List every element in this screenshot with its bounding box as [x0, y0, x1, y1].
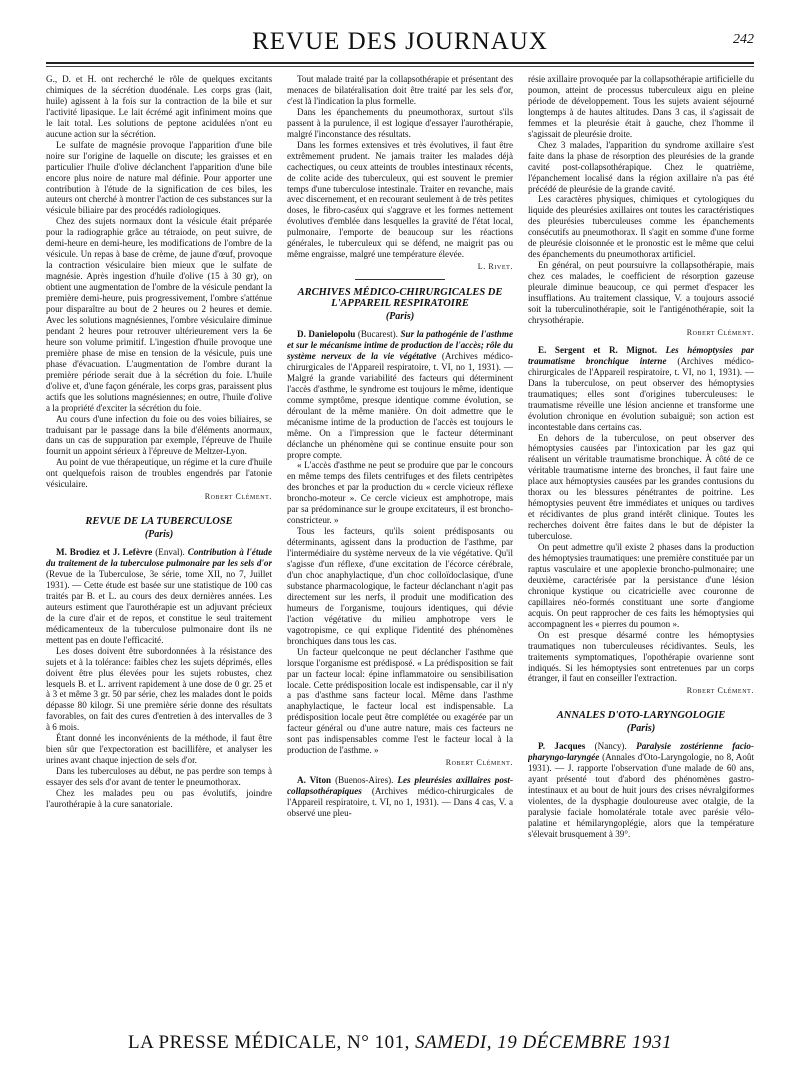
article-authors: M. Brodiez et J. Lefèvre — [56, 547, 153, 558]
article-abstract — [287, 329, 513, 460]
paragraph: Chez les malades peu ou pas évolutifs, joindre l'aurothérapie à la cure sanatoriale. — [46, 788, 272, 809]
article-body: (Archives médico-chirurgicales de l'Appareil respiratoire, t. VI, no 1, 1931). — Dans 4 cas, V. a observé une pleu- — [287, 786, 513, 818]
article-title: Paralysie zostérienne facio-pharyngo-laryngée — [528, 741, 754, 763]
separator-rule — [355, 279, 445, 280]
signature: Robert Clément. — [686, 327, 754, 337]
article-title: Les pleurésies axillaires post-collapsothérapiques — [287, 775, 513, 797]
article-title: Contribution à l'étude du traitement de la tuberculose pulmonaire par les sels d'or — [46, 547, 272, 569]
article-abstract — [46, 547, 272, 646]
article-authors: E. Sergent et R. Mignot. — [538, 344, 657, 355]
paragraph: Le sulfate de magnésie provoque l'apparition d'une bile noire sur l'origine de laquelle on discute; les graisses et en particulier l'huile d'olive déclanchent l'apparition d'une bile encore plus noire de nature mal définie. Pour apporter une contribution à l'étude de la signification de ces biles, les auteurs ont cherché à montrer l'action de ces substances sur la vésicule biliaire par des procédés radiologiques. — [46, 139, 272, 216]
column-1 — [46, 74, 272, 1020]
paragraph: Dans les épanchements du pneumothorax, surtout s'ils passent à la purulence, il est logique d'essayer l'aurothérapie, malgré l'inconstance des résultats. — [287, 106, 513, 139]
section-heading: ANNALES D'OTO-LARYNGOLOGIE — [556, 710, 726, 722]
paragraph: Chez des sujets normaux dont la vésicule était préparée pour la radiographie grâce au tétraiode, on peut suivre, de demi-heure en demi-heure, les modifications de l'ombre de la vésicule. Un repas à base de crème, de jaune d'œuf, provoque la contraction vésiculaire bien mieux que le sulfate de magnésie. Après ingestion d'huile d'olive (15 à 30 gr), on obtient une augmentation de l'ombre de la vésicule pendant la première demi-heure, puis progressivement, l'ombre s'atténue pour disparaître au bout de 2 heures ou 2 heures et demie. Avec les solutions magnésiennes, l'ombre vésiculaire diminue pendant 2 heures pour retrouver ultérieurement vers la 6e heure son volume primitif. L'ingestion d'huile provoque une première phase de mise en tension de la vésicule, puis une phase d'évacuation. L'augmentation de l'ombre durant la première période serait due à la sécrétion du foie. L'huile d'olive et, d'une façon générale, les corps gras, paraissent plus actifs que les solutions magnésiennes; en outre, l'huile d'olive a la propriété d'exciter la sécrétion du foie. — [46, 216, 272, 413]
page-header — [46, 22, 754, 56]
article-location: (Enval). — [152, 547, 188, 558]
article-location: (Nancy). — [585, 741, 637, 752]
paragraph: Chez 3 malades, l'apparition du syndrome axillaire s'est faite dans la phase de résorption des pleurésies de la grande cavité post-collapsothérapique. Chez le quatrième, l'épanchement localisé dans la région axillaire n'a pas été précédé de pleurésie de la grande cavité. — [528, 139, 754, 194]
article-authors: A. Viton — [297, 775, 332, 786]
paragraph: Dans les formes extensives et très évolutives, il faut être extrêmement prudent. Ne jamais traiter les malades déjà cachectiques, ou ceux atteints de troubles intestinaux récents, de colite acide des tuberculeux, qui est souvent le premier temps d'une tuberculose intestinale. Traiter en revanche, mais avec discernement, et en recourant seulement à de très petites doses, le fibro-caséux qui s'aggrave et les formes nettement évolutives d'emblée dans lesquelles la gravité de l'état local, pulmonaire, l'emporte de beaucoup sur les réactions générales, le tuberculeux qui se défend, ne maigrit pas ou même engraisse, malgré une température élevée. — [287, 139, 513, 260]
article-abstract — [528, 345, 754, 433]
signature: Robert Clément. — [686, 686, 754, 696]
signature: Robert Clément. — [204, 492, 272, 502]
section-city: (Paris) — [144, 529, 174, 541]
page-footer — [46, 1032, 754, 1054]
column-3 — [528, 74, 754, 1020]
paragraph: Les caractères physiques, chimiques et cytologiques du liquide des pleurésies axillaires ont toutes les caractéristiques des pleurésies tuberculeuses comme les épanchements consécutifs au pneumothorax. Il s'agit en somme d'une forme de pleurésie cloisonnée et le pronostic est le même que celui des épanchements du pneumothorax artificiel. — [528, 194, 754, 260]
paragraph: résie axillaire provoquée par la collapsothérapie artificielle du poumon, atteint de processus tuberculeux aigu en pleine période de développement. Tous les sujets avaient séjourné longtemps à de hautes altitudes. Dans 3 cas, il s'agissait de femmes et la pleurésie était à gauche, chez l'homme il s'agissait de pleurésie droite. — [528, 74, 754, 139]
signature: L. Rivet. — [477, 262, 513, 272]
paragraph: Tous les facteurs, qu'ils soient prédisposants ou déterminants, agissent dans la production de l'asthme, par l'intermédiaire du système nerveux de la vie végétative. Qu'il s'agisse d'un réflexe, d'une excitation de l'écorce cérébrale, d'un choc anaphylactique, d'un choc colloïdoclasique, d'une substance pharmacologique, le facteur déclanchant n'agit pas directement sur les nerfs, il produit une modification des humeurs de l'organisme, toujours identiques, qui dévie l'action végétative du milieu amphotrope vers le vagotropisme, ce qui explique l'identité des phénomènes bronchiques dans tous les cas. — [287, 526, 513, 646]
page-number: 242 — [733, 32, 754, 47]
column-2 — [287, 74, 513, 1020]
paragraph: En dehors de la tuberculose, on peut observer des hémoptysies causées par l'intoxication par les gaz qui réalisent un véritable traumatisme bronchique. À côté de ce véritable traumatisme interne des bronches, il faut faire une place aux hémoptysies causées par les grandes contusions du thorax ou les blessures pénétrantes de poitrine. Les hémoptysies peuvent être immédiates et uniques ou tardives et récidivantes de plus grand intérêt clinique. Toutes les recherches doivent être faites dans le but de dépister la tuberculose. — [528, 432, 754, 542]
section-heading: REVUE DE LA TUBERCULOSE — [85, 516, 233, 528]
header-rule-thin — [46, 66, 754, 67]
signature: Robert Clément. — [445, 758, 513, 768]
paragraph: Les doses doivent être subordonnées à la résistance des sujets et à la tolérance: faibles chez les sujets déprimés, elles doivent être plus élevées pour les sujets robustes, chez lesquels B. et L. arrivent rapidement à une dose de 0 gr. 25 et à 3 et même 3 gr. 50 par série, chez les malades dont le poids dépasse 80 kilogr. Si une première série donne des résultats favorables, on fait des cures d'entretien à des intervalles de 3 à 6 mois. — [46, 645, 272, 733]
article-location: (Buenos-Aires). — [331, 775, 398, 786]
article-body: (Archives médico-chirurgicales de l'Appareil respiratoire, t. VI, no 1, 1931). — Malgré la grande variabilité des facteurs qui déterminent l'accès d'asthme, le syndrome est toujours le même, identique comme symptôme, presque identique comme évolution, se déroulant de la même manière. On doit admettre que le mécanisme intime de la production de l'accès est toujours le même. On a l'impression que le facteur déterminant déclanche un phénomène qui se continue ensuite pour son propre compte. — [287, 350, 513, 460]
article-location: (Bucarest). — [355, 329, 401, 340]
paragraph: Dans les tuberculoses au début, ne pas perdre son temps à essayer des sels d'or avant de tenter le pneumothorax. — [46, 766, 272, 788]
header-rule — [46, 62, 754, 64]
paragraph: Un facteur quelconque ne peut déclancher l'asthme que lorsque l'organisme est prédisposé. « La prédisposition se fait par un facteur local: épine inflammatoire ou sensibilisation locale. Cette prédisposition locale est indispensable, car il n'y a pas d'asthme sans facteur local. Même dans l'asthme anaphylactique, le facteur local est indispensable. La prédisposition locale peut être complétée ou exagérée par un facteur général ou d'une autre nature, mais ces facteurs ne sont pas indispensables comme l'est le facteur local à la production de l'asthme. » — [287, 646, 513, 756]
paragraph: Étant donné les inconvénients de la méthode, il faut être bien sûr que l'expectoration est bacillifère, et analyser les urines avant chaque injection de sels d'or. — [46, 733, 272, 766]
paragraph: En général, on peut poursuivre la collapsothérapie, mais chez ces malades, le coefficient de résorption gazeuse pleurale diminue beaucoup, ce qui permet d'espacer les insufflations. Au traitement classique, V. a toujours associé soit la tuberculinothérapie, soit le l'antigénothérapie, soit la chrysothérapie. — [528, 260, 754, 325]
footer-date: SAMEDI, 19 DÉCEMBRE 1931 — [415, 1032, 672, 1053]
article-body: (Annales d'Oto-Laryngologie, no 8, Août 1931). — J. rapporte l'observation d'une malade de 60 ans, ayant présenté tout d'abord des phénomènes gastro-intestinaux et au bout de huit jours des crises névralgiformes violentes, de la dysphagie douloureuse avec otalgie, de la paralysie faciale homolatérale totale avec parésie vélo-palatine et hémilaryngoplégie, alors que la température s'élevait brusquement à 39°. — [528, 752, 754, 839]
paragraph: Au point de vue thérapeutique, un régime et la cure d'huile ont quelquefois raison de troubles engendrés par l'atonie vésiculaire. — [46, 457, 272, 490]
paragraph: « L'accès d'asthme ne peut se produire que par le concours en même temps des filets centrifuges et des filets centripètes des bronches et par la production du « cercle vicieux réflexe broncho-moteur ». Ce cercle vicieux est amphotrope, mais par sa prédominance sur le groupe excitateurs, il est broncho-constricteur. » — [287, 460, 513, 526]
article-authors: P. Jacques — [538, 741, 586, 752]
paragraph: On est presque désarmé contre les hémoptysies traumatiques non tuberculeuses récidivantes. Seuls, les traitements symptomatiques, l'opothérapie ovarienne sont indiqués. Si les hémoptysies sont entretenues par un corps étranger, il faut en conseiller l'extraction. — [528, 629, 754, 684]
paragraph: On peut admettre qu'il existe 2 phases dans la production des hémoptysies traumatiques: une première constituée par un raptus vasculaire et une apoplexie broncho-pulmonaire; une deuxième, caractérisée par la persistance d'une lésion chronique kystique ou cicatricielle avec couronne de capillaires néo-formés constituant une sorte d'angiome acquis. On peut rapprocher de ces faits les hémoptysies qui accompagnent les « pierres du poumon ». — [528, 542, 754, 629]
page-title: REVUE DES JOURNAUX — [252, 28, 548, 55]
paragraph: Tout malade traité par la collapsothérapie et présentant des menaces de bilatéralisation doit être traité par les sels d'or, c'est là l'indication la plus formelle. — [287, 74, 513, 106]
paragraph: Au cours d'une infection du foie ou des voies biliaires, se traduisant par le passage dans la bile d'éléments anormaux, dans un cas de suppuration par exemple, l'épreuve de l'huile fournit un appoint sérieux à l'épreuve de Meltzer-Lyon. — [46, 413, 272, 457]
article-body: (Archives médico-chirurgicales de l'Appareil respiratoire, t. VI, no 1, 1931). — Dans la tuberculose, on peut observer des hémoptysies traumatiques; elles sont d'origines tuberculeuses: le traumatisme réveille une lésion ancienne et transforme une évolution chronique en évolution subaiguë; son action est incontestable dans certains cas. — [528, 355, 754, 432]
section-city: (Paris) — [626, 723, 656, 735]
article-body: (Revue de la Tuberculose, 3e série, tome XII, no 7, Juillet 1931). — Cette étude est basée sur une statistique de 100 cas traités par B. et L. au cours des deux dernières années. Les auteurs estiment que l'aurothérapie est un adjuvant précieux de la cure d'air et de repos, et constitue le seul traitement médicamenteux de la tuberculose pulmonaire dont ils ne mettent pas en doute l'efficacité. — [46, 568, 272, 645]
article-authors: D. Danielopolu — [297, 329, 356, 340]
section-city: (Paris) — [385, 311, 415, 323]
section-heading: ARCHIVES MÉDICO-CHIRURGICALES DE L'APPAREIL RESPIRATOIRE — [297, 287, 503, 310]
footer-journal: LA PRESSE MÉDICALE, N° 101, — [128, 1032, 416, 1053]
article-abstract — [528, 741, 754, 840]
article-abstract — [287, 775, 513, 819]
article-title: Les hémoptysies par traumatisme bronchique interne — [528, 344, 754, 366]
paragraph: G., D. et H. ont recherché le rôle de quelques excitants chimiques de la sécrétion duodénale. Les corps gras (lait, huile) agissent à la fois sur la contraction de la bile et sur l'activité lipasique. Le lait écrémé agit infiniment moins que le lait total. Les solutions de peptone acidulées n'ont eu aucune action sur la sécrétion. — [46, 74, 272, 139]
article-title: Sur la pathogénie de l'asthme et sur le mécanisme intime de production de l'accès; rôle du système nerveux de la vie végétative — [287, 329, 513, 361]
